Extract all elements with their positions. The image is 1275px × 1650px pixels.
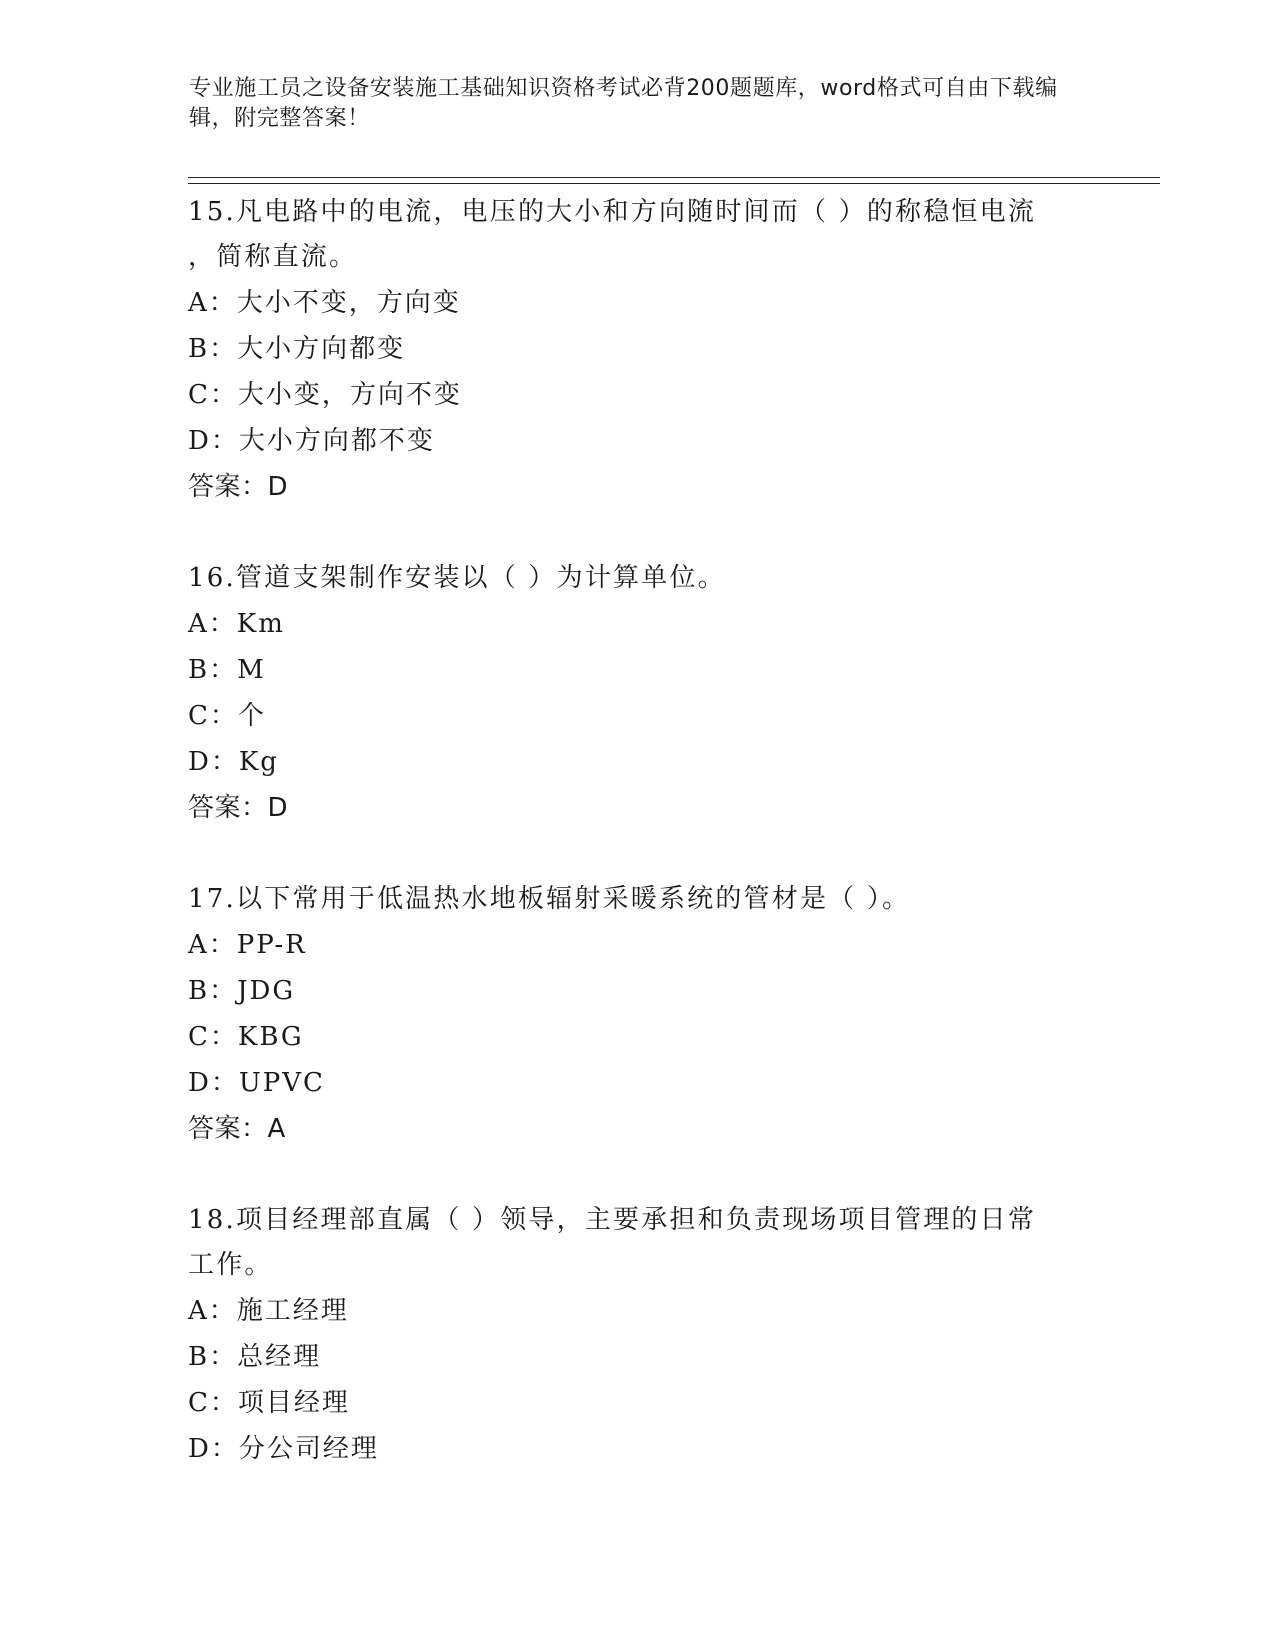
option-b: B：M	[188, 655, 266, 685]
option-a: A：大小不变，方向变	[188, 288, 461, 318]
question-stem: 16.管道支架制作安装以（ ）为计算单位。	[188, 563, 726, 593]
option-a: A：施工经理	[188, 1296, 349, 1326]
option-c: C：大小变，方向不变	[188, 380, 462, 410]
question-stem: 15.凡电路中的电流，电压的大小和方向随时间而（ ）的称稳恒电流	[188, 197, 1037, 227]
question-stem-continued: 工作。	[188, 1250, 273, 1280]
option-d: D：大小方向都不变	[188, 426, 435, 456]
option-b: B：JDG	[188, 976, 296, 1006]
question-stem: 17.以下常用于低温热水地板辐射采暖系统的管材是（ ）。	[188, 884, 911, 914]
question-stem-continued: ，简称直流。	[188, 242, 358, 272]
header-divider-top	[188, 177, 1160, 178]
header-divider-bottom	[188, 183, 1160, 184]
option-c: C：项目经理	[188, 1388, 350, 1418]
answer: 答案：D	[188, 793, 289, 823]
option-d: D：UPVC	[188, 1068, 325, 1098]
option-d: D：分公司经理	[188, 1434, 379, 1464]
question-list	[188, 190, 1088, 1518]
answer: 答案：D	[188, 472, 289, 502]
option-b: B：总经理	[188, 1342, 322, 1372]
question-18	[188, 1198, 1088, 1472]
answer: 答案：A	[188, 1114, 286, 1144]
question-16	[188, 556, 1088, 831]
option-c: C：KBG	[188, 1022, 304, 1052]
option-c: C：个	[188, 701, 266, 731]
question-15	[188, 190, 1088, 510]
option-d: D：Kg	[188, 747, 279, 777]
option-a: A：PP-R	[188, 930, 307, 960]
option-a: A：Km	[188, 609, 285, 639]
option-b: B：大小方向都变	[188, 334, 406, 364]
question-stem: 18.项目经理部直属（ ）领导，主要承担和负责现场项目管理的日常	[188, 1205, 1037, 1235]
question-17	[188, 877, 1088, 1152]
document-header: 专业施工员之设备安装施工基础知识资格考试必背200题题库，word格式可自由下载编辑，附完整答案！	[189, 76, 1058, 131]
